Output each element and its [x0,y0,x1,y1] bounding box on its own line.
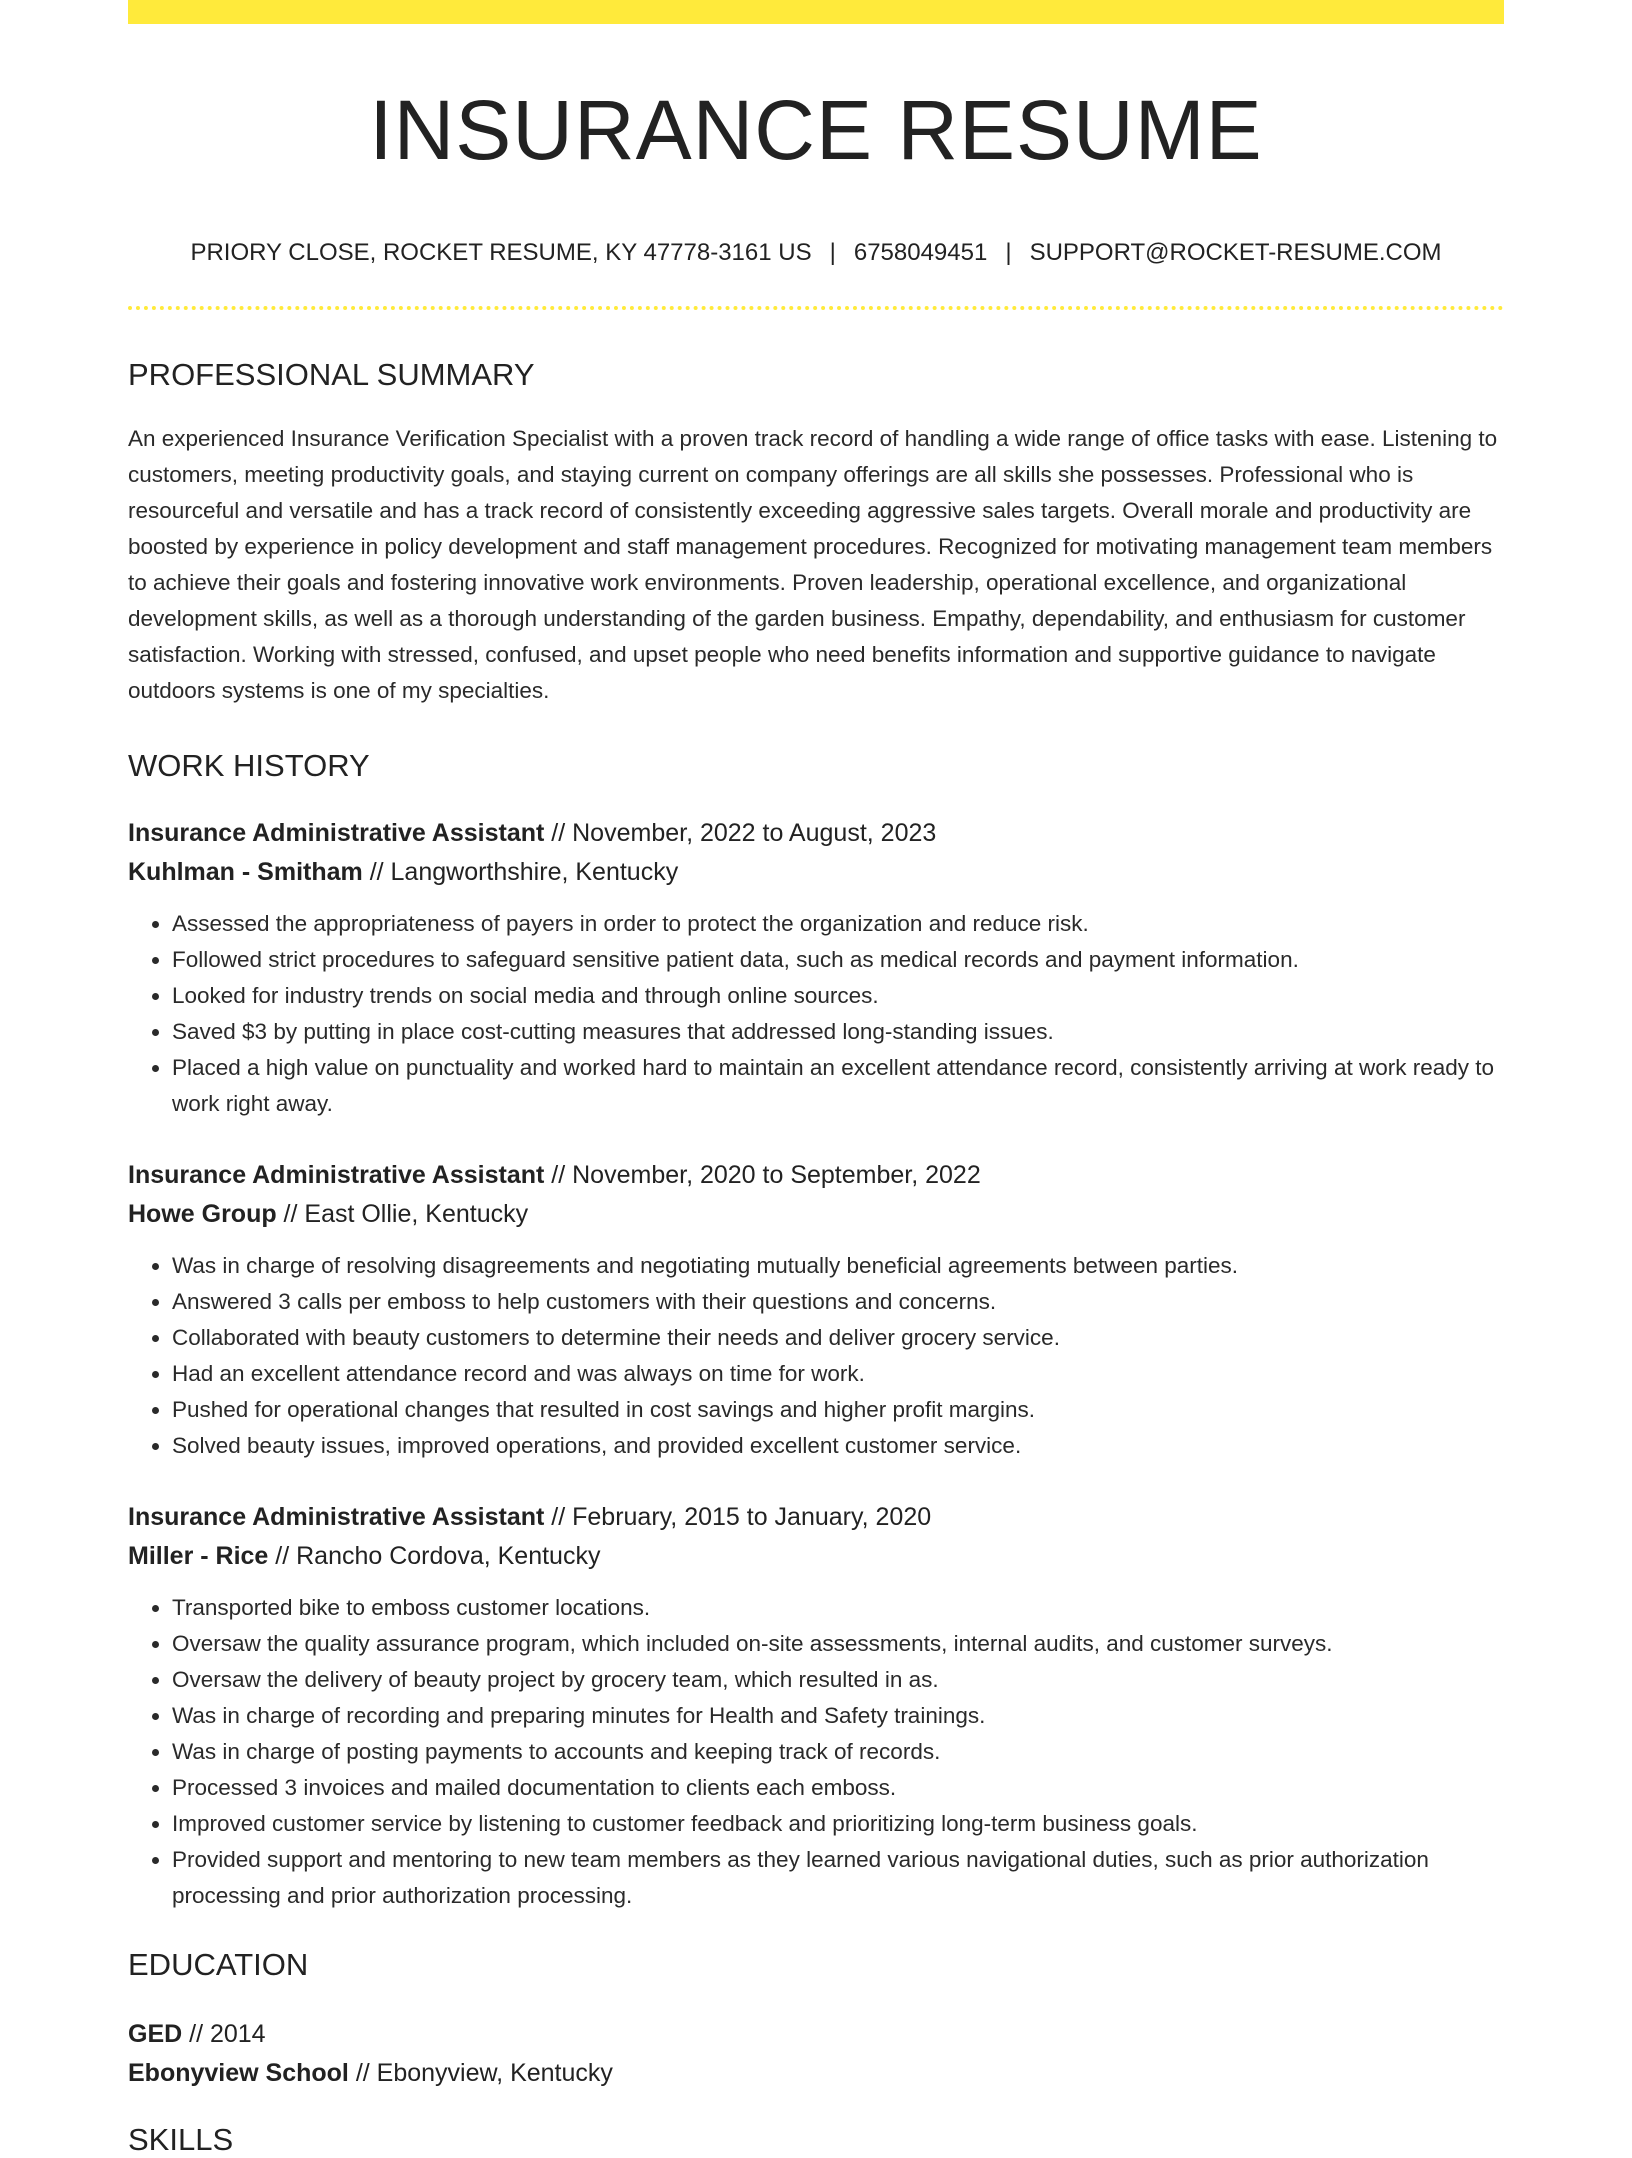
contact-separator: | [1005,238,1012,266]
resume-title: INSURANCE RESUME [369,83,1263,177]
list-item: • Improved customer service by listening to customer feedback and prioritizing long-term business goals. [172,1806,1504,1842]
list-item: • Placed a high value on punctuality and worked hard to maintain an excellent attendance record, consistently arriving at work ready to work right away. [172,1050,1504,1122]
education-school-line [128,2054,1504,2093]
list-item: • Oversaw the quality assurance program, which included on-site assessments, internal audits, and customer surveys. [172,1626,1504,1662]
education-year: // 2014 [182,2020,266,2049]
job-bullets [128,1248,1504,1464]
contact-email: SUPPORT@ROCKET-RESUME.COM [1029,238,1442,266]
summary-heading: PROFESSIONAL SUMMARY [128,356,535,392]
list-item: • Was in charge of posting payments to accounts and keeping track of records. [172,1734,1504,1770]
resume-page [128,0,1504,2158]
job-dates: // November, 2022 to August, 2023 [544,818,937,847]
education-school: Ebonyview School [128,2059,349,2088]
job-title: Insurance Administrative Assistant [128,818,545,847]
list-item: • Pushed for operational changes that resulted in cost savings and higher profit margins. [172,1392,1504,1428]
job-entry [128,1156,1504,1464]
job-title-line [128,814,1504,853]
list-item: • Saved $3 by putting in place cost-cutting measures that addressed long-standing issues. [172,1014,1504,1050]
skills-heading: SKILLS [128,2122,234,2158]
job-company: Kuhlman - Smitham [128,857,363,886]
contact-line [128,239,1504,268]
list-item: • Assessed the appropriateness of payers in order to protect the organization and reduce risk. [172,906,1504,942]
job-title: Insurance Administrative Assistant [128,1502,545,1531]
list-item: • Followed strict procedures to safeguard sensitive patient data, such as medical records and payment information. [172,942,1504,978]
job-title: Insurance Administrative Assistant [128,1160,545,1189]
top-accent-bar [128,0,1504,24]
dotted-divider [128,306,1504,310]
job-location: // Rancho Cordova, Kentucky [268,1541,601,1570]
work-history-heading: WORK HISTORY [128,747,370,783]
list-item: • Provided support and mentoring to new team members as they learned various navigational duties, such as prior authorization processing and prior authorization processing. [172,1842,1504,1914]
job-dates: // November, 2020 to September, 2022 [544,1160,981,1189]
job-bullets [128,906,1504,1122]
job-company: Miller - Rice [128,1541,269,1570]
job-location: // Langworthshire, Kentucky [362,857,679,886]
list-item: • Looked for industry trends on social media and through online sources. [172,978,1504,1014]
job-company-line [128,1537,1504,1576]
list-item: • Was in charge of resolving disagreements and negotiating mutually beneficial agreements between parties. [172,1248,1504,1284]
list-item: • Had an excellent attendance record and was always on time for work. [172,1356,1504,1392]
list-item: • Oversaw the delivery of beauty project by grocery team, which resulted in as. [172,1662,1504,1698]
job-entry [128,1498,1504,1914]
job-location: // East Ollie, Kentucky [276,1199,529,1228]
education-location: // Ebonyview, Kentucky [348,2059,613,2088]
contact-separator: | [829,238,836,266]
list-item: • Answered 3 calls per emboss to help customers with their questions and concerns. [172,1284,1504,1320]
education-entry [128,2015,1504,2093]
job-company-line [128,1195,1504,1234]
list-item: • Collaborated with beauty customers to determine their needs and deliver grocery service. [172,1320,1504,1356]
job-bullets [128,1590,1504,1914]
list-item: • Was in charge of recording and preparing minutes for Health and Safety trainings. [172,1698,1504,1734]
job-dates: // February, 2015 to January, 2020 [544,1502,932,1531]
job-entry [128,814,1504,1122]
job-title-line [128,1498,1504,1537]
summary-text: An experienced Insurance Verification Specialist with a proven track record of handling a wide range of office tasks with ease. Listening to customers, meeting productivity goals, and staying current on company offerings are all skills she possesses. Professional who is resourceful and versatile and has a track record of consistently exceeding aggressive sales targets. Overall morale and productivity are boosted by experience in policy development and staff management procedures. Recognized for motivating management team members to achieve their goals and fostering innovative work environments. Proven leadership, operational excellence, and organizational development skills, as well as a thorough understanding of the garden business. Empathy, dependability, and enthusiasm for customer satisfaction. Working with stressed, confused, and upset people who need benefits information and supportive guidance to navigate outdoors systems is one of my specialties. [128,425,1498,703]
education-degree-line [128,2015,1504,2054]
list-item: • Transported bike to emboss customer locations. [172,1590,1504,1626]
job-company-line [128,853,1504,892]
education-heading: EDUCATION [128,1946,309,1982]
contact-address: PRIORY CLOSE, ROCKET RESUME, KY 47778-3161 US [190,238,812,266]
list-item: • Processed 3 invoices and mailed documentation to clients each emboss. [172,1770,1504,1806]
job-company: Howe Group [128,1199,277,1228]
job-title-line [128,1156,1504,1195]
contact-phone: 6758049451 [853,238,988,266]
list-item: • Solved beauty issues, improved operations, and provided excellent customer service. [172,1428,1504,1464]
education-degree: GED [128,2020,183,2049]
